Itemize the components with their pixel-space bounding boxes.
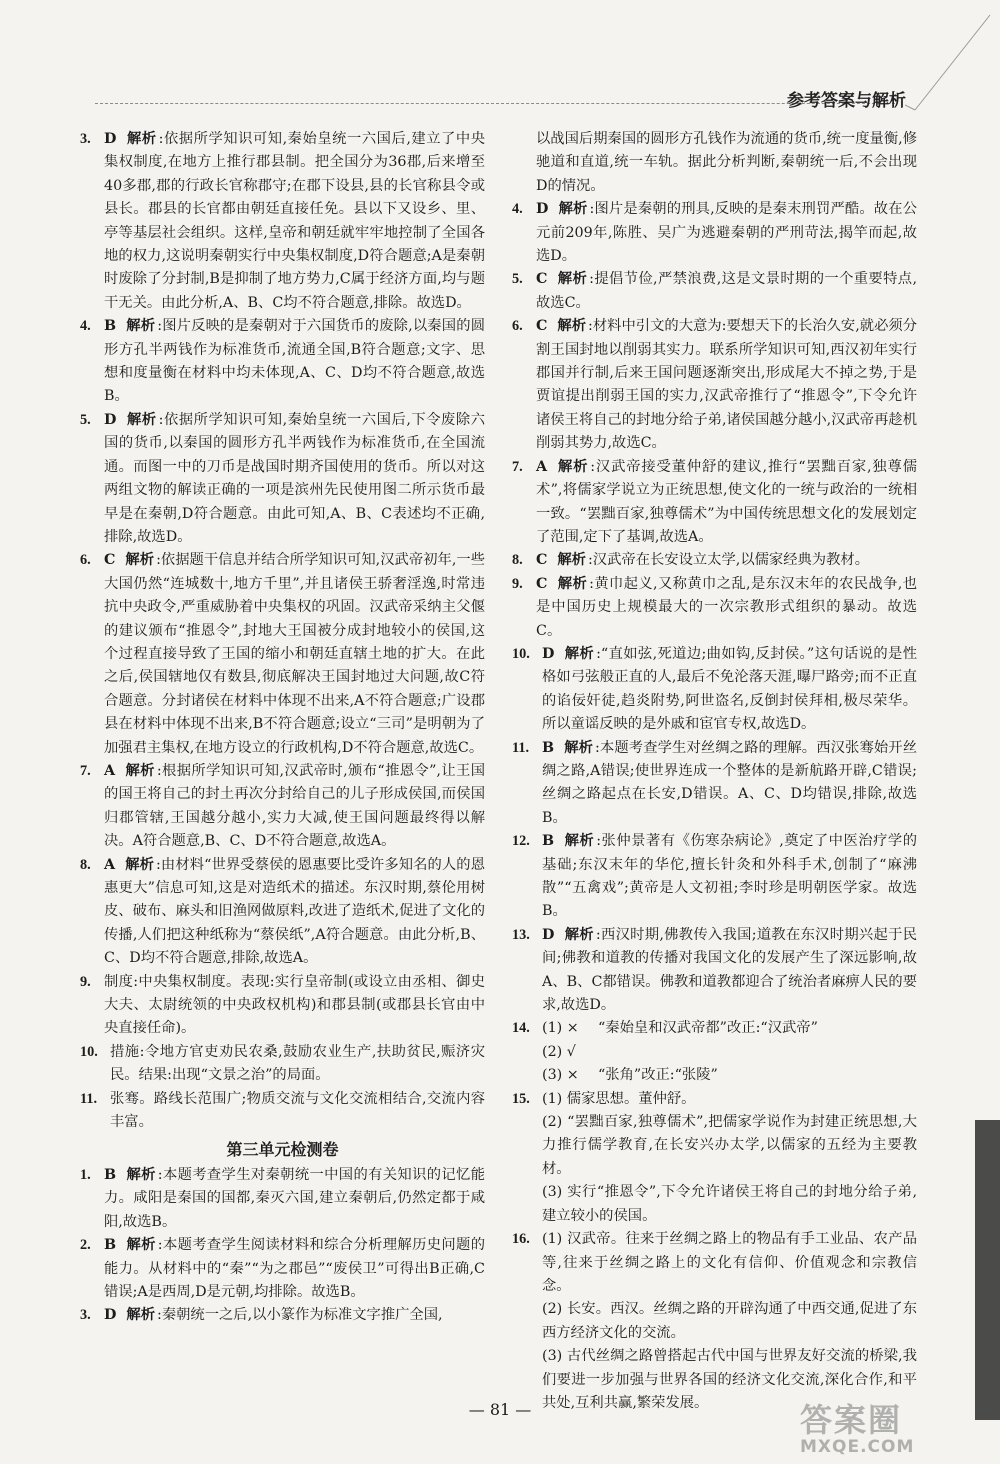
answer-text: :根据所学知识可知,汉武帝时,颁布“推恩令”,让王国的国王将自己的封土再次分封给自己的儿子形成侯国,而侯国归郡管辖,王国越分越小,实力大减,使王国问题最终得以解决。A符合题意,B、C、D不符合题意,故选A。 xyxy=(104,762,486,850)
header-rule xyxy=(95,103,895,104)
answer-item xyxy=(80,315,485,409)
question-number: 7. xyxy=(512,458,523,475)
analysis-label: 解析 xyxy=(126,1166,156,1183)
page-number: — 81 — xyxy=(468,1400,532,1419)
answer-choice: B xyxy=(542,739,555,756)
sub-answer: (2) 长安。西汉。丝绸之路的开辟沟通了中西交通,促进了东西方经济文化的交流。 xyxy=(542,1301,917,1341)
page-header xyxy=(0,0,1000,120)
analysis-label: 解析 xyxy=(125,552,155,569)
question-number: 1. xyxy=(80,1166,91,1183)
question-number: 5. xyxy=(512,271,523,288)
answer-body xyxy=(104,854,485,971)
answer-text: :提倡节俭,严禁浪费,这是文景时期的一个重要特点,故选C。 xyxy=(536,271,918,311)
answer-text: 制度:中央集权制度。表现:实行皇帝制(或设立由丞相、御史大夫、太尉统领的中央政权机构)和郡县制(或郡县长官由中央直接任命)。 xyxy=(104,973,485,1037)
question-number: 7. xyxy=(80,762,91,779)
judgement-line xyxy=(542,1017,917,1040)
answer-body xyxy=(104,549,485,760)
answer-body xyxy=(542,830,917,924)
answer-choice: C xyxy=(536,318,548,335)
continued-text: 以战国后期秦国的圆形方孔钱作为流通的货币,统一度量衡,修驰道和直道,统一车轨。据此分析判断,秦朝统一后,不会出现D的情况。 xyxy=(536,131,917,194)
analysis-label: 解析 xyxy=(564,739,594,756)
answer-body xyxy=(104,760,485,854)
sub-answer: (3) 古代丝绸之路曾搭起古代中国与世界友好交流的桥梁,我们要进一步加强与世界各国的经济文化交流,深化合作,和平共处,互利共赢,繁荣发展。 xyxy=(542,1348,917,1411)
answer-text: :材料中引文的大意为:要想天下的长治久安,就必须分割王国封地以削弱其实力。联系所学知识可知,西汉初年实行郡国并行制,后来王国问题逐渐突出,形成尾大不掉之势,于是贾谊提出削弱王国的实力,汉武帝推行了“推恩令”,下令允许诸侯王将自己的封地分给子弟,诸侯国越分越小,汉武帝再趁机削弱其势力,故选C。 xyxy=(536,318,918,452)
question-number: 8. xyxy=(512,552,523,569)
answer-item xyxy=(80,1088,485,1135)
section-title: 第三单元检测卷 xyxy=(226,1140,339,1160)
question-number: 8. xyxy=(80,856,91,873)
answer-choice: D xyxy=(104,411,117,428)
analysis-label: 解析 xyxy=(126,1237,156,1254)
analysis-label: 解析 xyxy=(564,645,595,662)
answer-item xyxy=(512,268,917,315)
answer-choice: C xyxy=(536,271,548,288)
analysis-label: 解析 xyxy=(126,131,157,147)
judgement-mark: (2) √ xyxy=(542,1043,576,1060)
judgement-mark: (3) × xyxy=(542,1067,579,1084)
question-number: 12. xyxy=(512,833,530,850)
answer-text: :秦朝统一之后,以小篆作为标准文字推广全国, xyxy=(157,1307,443,1324)
answer-choice: C xyxy=(536,552,548,569)
sub-answer: (1) 儒家思想。董仲舒。 xyxy=(542,1090,696,1107)
question-number: 4. xyxy=(80,318,91,335)
answer-text: :张仲景著有《伤寒杂病论》,奠定了中医治疗学的基础;东汉末年的华佗,擅长针灸和外科手术,创制了“麻沸散”“五禽戏”;黄帝是人文初祖;李时珍是明朝医学家。故选B。 xyxy=(542,833,918,920)
question-number: 11. xyxy=(512,739,530,756)
question-number: 13. xyxy=(512,926,530,943)
answer-body xyxy=(536,268,917,315)
answer-text: :西汉时期,佛教传入我国;道教在东汉时期兴起于民间;佛教和道教的传播对我国文化的发展产生了深远影响,故A、B、C都错误。佛教和道教都迎合了统治者麻痹人民的要求,故选D。 xyxy=(542,926,917,1014)
answer-item xyxy=(80,1041,485,1088)
judgement-mark: (1) × xyxy=(542,1020,579,1037)
answer-item xyxy=(80,971,485,1041)
answer-choice: A xyxy=(104,856,116,873)
answer-text: :本题考查学生阅读材料和综合分析理解历史问题的能力。从材料中的“秦”“为之郡邑”“废侯卫”可得出B正确,C错误;A是西周,D是元朝,均排除。故选B。 xyxy=(104,1237,485,1300)
analysis-label: 解析 xyxy=(557,271,588,288)
question-number: 4. xyxy=(512,201,523,218)
answer-text: :汉武帝在长安设立太学,以儒家经典为教材。 xyxy=(587,552,869,569)
answer-item xyxy=(512,549,917,572)
question-number: 14. xyxy=(512,1020,530,1037)
question-number: 9. xyxy=(512,575,523,592)
answer-item xyxy=(512,456,917,550)
question-number: 16. xyxy=(512,1231,530,1248)
answer-item xyxy=(512,737,917,831)
answer-choice: A xyxy=(104,762,116,779)
analysis-label: 解析 xyxy=(126,1307,155,1324)
answer-choice: B xyxy=(104,1166,117,1183)
corner-line-decoration xyxy=(905,10,995,115)
judgement-line xyxy=(542,1064,917,1087)
answer-choice: B xyxy=(542,833,555,850)
answer-item xyxy=(80,549,485,760)
watermark-url: MXQE.COM xyxy=(800,1437,915,1457)
answer-text: :黄巾起义,又称黄巾之乱,是东汉末年的农民战争,也是中国历史上规模最大的一次宗教形式组织的暴动。故选C。 xyxy=(536,575,918,639)
page-edge-tab xyxy=(975,1120,1000,1420)
answer-item xyxy=(80,760,485,854)
answer-item xyxy=(80,1304,485,1327)
answer-body xyxy=(542,737,917,831)
answer-text: :本题考查学生对丝绸之路的理解。西汉张骞始开丝绸之路,A错误;使世界连成一个整体的是新航路开辟,C错误;丝绸之路起点在长安,D错误。A、C、D均错误,排除,故选B。 xyxy=(542,739,917,826)
judgement-line xyxy=(542,1041,917,1064)
answer-text: :图片反映的是秦朝对于六国货币的废除,以秦国的圆形方孔半两钱作为标准货币,流通全国,B符合题意;文字、思想和度量衡在材料中均未体现,A、C、D均不符合题意,故选B。 xyxy=(104,318,486,405)
analysis-label: 解析 xyxy=(564,833,595,850)
answer-choice: D xyxy=(542,645,555,662)
answer-choice: B xyxy=(104,1237,117,1254)
answer-body xyxy=(110,1088,485,1135)
question-number: 3. xyxy=(80,1307,91,1324)
answer-body xyxy=(542,924,917,1018)
answer-text: :由材料“世界受蔡侯的恩惠要比受许多知名的人的恩惠更大”信息可知,这是对造纸术的描述。东汉时期,蔡伦用树皮、破布、麻头和旧渔网做原料,改进了造纸术,促进了文化的传播,人们把这种纸称为“蔡侯纸”,A符合题意。由此分析,B、C、D均不符合题意,排除,故选A。 xyxy=(104,856,486,967)
correction-text: “秦始皇和汉武帝都”改正:“汉武帝” xyxy=(598,1020,818,1037)
analysis-label: 解析 xyxy=(126,411,157,428)
question-14 xyxy=(512,1017,917,1087)
answer-body xyxy=(104,128,485,315)
right-column xyxy=(512,128,917,1415)
answer-item xyxy=(512,198,917,268)
answer-choice: D xyxy=(104,1307,117,1324)
answer-text: :“直如弦,死道边;曲如钩,反封侯。”这句话说的是性格如弓弦般正直的人,最后不免沦落天涯,曝尸路旁;而不正直的谄佞奸徒,趋炎附势,阿世盗名,反倒封侯拜相,极尽荣华。所以童谣反映的是外戚和宦官专权,故选D。 xyxy=(542,645,917,733)
answer-text: :本题考查学生对秦朝统一中国的有关知识的记忆能力。咸阳是秦国的国都,秦灭六国,建立秦朝后,仍然定都于咸阳,故选B。 xyxy=(104,1166,485,1230)
answer-body xyxy=(542,643,917,737)
answer-text: 措施:令地方官吏劝民农桑,鼓励农业生产,扶助贫民,赈济灾民。结果:出现“文景之治”的局面。 xyxy=(110,1043,485,1084)
sub-answer: (1) 汉武帝。往来于丝绸之路上的物品有手工业品、农产品等,往来于丝绸之路上的文化有信仰、价值观念和宗教信念。 xyxy=(542,1231,917,1294)
answer-body xyxy=(104,409,485,549)
answer-body xyxy=(536,198,917,268)
question-15 xyxy=(512,1088,917,1228)
answer-body xyxy=(536,573,917,643)
answer-text: :图片是秦朝的刑具,反映的是秦末刑罚严酷。故在公元前209年,陈胜、吴广为逃避秦朝的严刑苛法,揭竿而起,故选D。 xyxy=(536,201,918,265)
answer-body xyxy=(104,1164,485,1234)
sub-answer: (2) “罢黜百家,独尊儒术”,把儒家学说作为封建正统思想,大力推行儒学教育,在长安兴办太学,以儒家的五经为主要教材。 xyxy=(542,1114,917,1177)
question-number: 15. xyxy=(512,1090,530,1107)
watermark-logo xyxy=(800,1395,990,1459)
answer-item xyxy=(512,830,917,924)
question-number: 6. xyxy=(512,318,523,335)
answer-choice: D xyxy=(542,926,555,943)
page-header-title: 参考答案与解析 xyxy=(787,91,906,111)
question-number: 5. xyxy=(80,411,91,428)
answer-text: 张骞。路线长范围广;物质交流与文化交流相结合,交流内容丰富。 xyxy=(110,1090,485,1131)
answer-text: :依据所学知识可知,秦始皇统一六国后,下令废除六国的货币,以秦国的圆形方孔半两钱作为标准货币,在全国流通。而图一中的刀币是战国时期齐国使用的货币。所以对这两组文物的解读正确的一项是滨州先民使用图二所示货币最早是在秦朝,D符合题意。由此可知,A、B、C表述均不正确,排除,故选D。 xyxy=(104,411,486,545)
answer-text: :汉武帝接受董仲舒的建议,推行“罢黜百家,独尊儒术”,将儒家学说立为正统思想,使文化的一统与政治的一统相一致。“罢黜百家,独尊儒术”为中国传统思想文化的发展划定了范围,定下了基调,故选A。 xyxy=(536,458,918,545)
sub-answer: (3) 实行“推恩令”,下令允许诸侯王将自己的封地分给子弟,建立较小的侯国。 xyxy=(542,1184,917,1224)
analysis-label: 解析 xyxy=(557,318,587,335)
answer-choice: D xyxy=(104,131,117,147)
question-16 xyxy=(512,1228,917,1415)
analysis-label: 解析 xyxy=(125,856,154,873)
analysis-label: 解析 xyxy=(557,575,588,592)
answer-item xyxy=(80,1164,485,1234)
watermark-text: 答案圈 xyxy=(800,1401,903,1439)
answer-body xyxy=(104,315,485,409)
answer-text: :依据题干信息并结合所学知识可知,汉武帝初年,一些大国仍然“连城数十,地方千里”,并且诸侯王骄奢淫逸,时常违抗中央政令,严重威胁着中央集权的巩固。汉武帝采纳主父偃的建议颁布“推恩令”,封地大王国被分成封地较小的侯国,这个过程直接导致了王国的缩小和朝廷直辖土地的扩大。在此之后,侯国辖地仅有数县,彻底解决王国封地过大问题,故C符合题意。分封诸侯在材料中体现不出来,A不符合题意;广设郡县在材料中体现不出来,B不符合题意;设立“三司”是明朝为了加强君主集权,在地方设立的行政机构,D不符合题意,故选C。 xyxy=(104,552,486,756)
question-number: 11. xyxy=(80,1090,98,1107)
answer-choice: C xyxy=(536,575,548,592)
analysis-label: 解析 xyxy=(125,762,155,779)
answer-body xyxy=(536,456,917,550)
question-number: 2. xyxy=(80,1237,91,1254)
answer-text: :依据所学知识可知,秦始皇统一六国后,建立了中央集权制度,在地方上推行郡县制。把全国分为36郡,后来增至40多郡,郡的行政长官称郡守;在郡下设县,县的长官称县令或县长。郡县的长官都由朝廷直接任免。县以下又设乡、里、亭等基层社会组织。这样,皇帝和朝廷就牢牢地控制了全国各地的权力,这说明秦朝实行中央集权制度,D符合题意;A是秦朝时废除了分封制,B是抑制了地方势力,C属于经济方面,均与题干无关。由此分析,A、B、C均不符合题意,排除。故选D。 xyxy=(104,131,486,311)
answer-item xyxy=(512,573,917,643)
question-number: 3. xyxy=(80,131,91,147)
answer-choice: D xyxy=(536,201,549,218)
left-column xyxy=(80,128,485,1328)
answer-body xyxy=(110,1041,485,1088)
answer-item xyxy=(512,924,917,1018)
question-number: 10. xyxy=(80,1043,98,1060)
answer-choice: B xyxy=(104,318,117,335)
correction-text: “张角”改正:“张陵” xyxy=(598,1067,718,1084)
answer-item xyxy=(80,409,485,549)
question-number: 10. xyxy=(512,645,530,662)
answer-choice: A xyxy=(536,458,548,475)
answer-body xyxy=(104,1234,485,1304)
analysis-label: 解析 xyxy=(557,552,586,569)
analysis-label: 解析 xyxy=(564,926,594,943)
answer-item xyxy=(80,854,485,971)
answer-body xyxy=(104,1304,485,1327)
answer-choice: C xyxy=(104,552,116,569)
analysis-label: 解析 xyxy=(557,458,589,475)
answer-body xyxy=(104,971,485,1041)
question-number: 6. xyxy=(80,552,91,569)
answer-body xyxy=(536,549,917,572)
question-number: 9. xyxy=(80,973,91,990)
answer-item xyxy=(80,128,485,315)
answer-item xyxy=(512,315,917,455)
analysis-label: 解析 xyxy=(558,201,588,218)
answer-item xyxy=(80,1234,485,1304)
analysis-label: 解析 xyxy=(126,318,156,335)
answer-item xyxy=(512,643,917,737)
answer-body xyxy=(536,315,917,455)
